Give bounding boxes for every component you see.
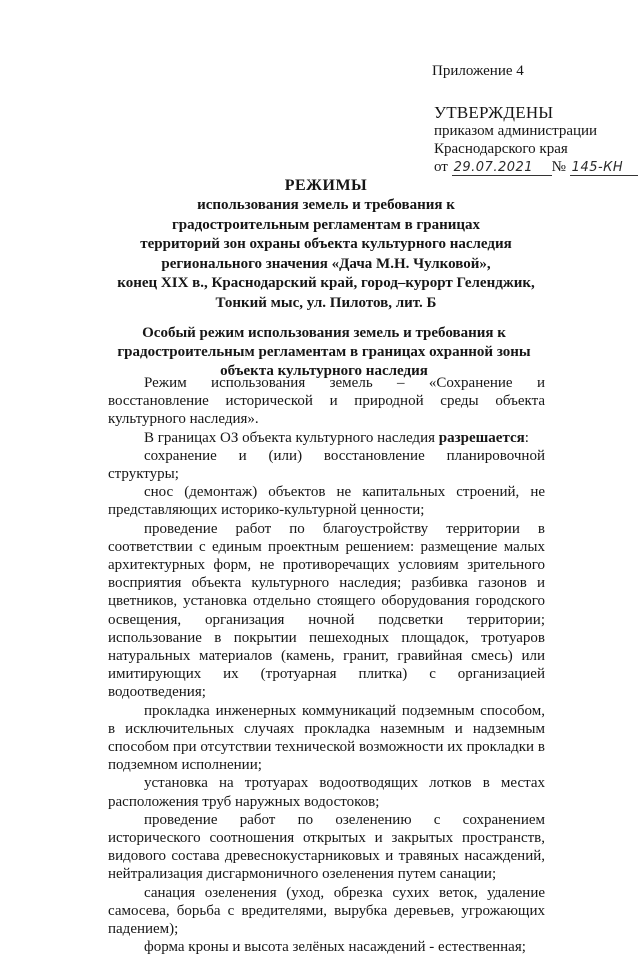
- heading-line-5: конец XIX в., Краснодарский край, город–курорт Геленджик,: [117, 275, 535, 291]
- document-heading: [90, 196, 562, 313]
- heading-line-6: Тонкий мыс, ул. Пилотов, лит. Б: [215, 294, 437, 311]
- order-number-sign: №: [551, 159, 566, 175]
- appendix-label: Приложение 4: [432, 63, 524, 79]
- approval-line-2: Краснодарского края: [434, 141, 568, 157]
- allowed-keyword: разрешается: [438, 429, 525, 446]
- paragraph-allowed: В границах ОЗ объекта культурного наследия разрешается:: [144, 429, 529, 446]
- list-item: снос (демонтаж) объектов не капитальных строений, не представляющих историко-культурной ценности;: [108, 484, 545, 519]
- list-item: санация озеленения (уход, обрезка сухих веток, удаление самосева, борьба с вредителями, вырубка деревьев, угрожающих падением);: [108, 884, 545, 938]
- list-item: сохранение и (или) восстановление планировочной структуры;: [108, 447, 545, 483]
- document-body: [108, 374, 545, 957]
- heading-line-3: территорий зон охраны объекта культурного наследия: [140, 236, 512, 252]
- paragraph-regime: Режим использования земель – «Сохранение и восстановление исторической и природной среды объекта культурного наследия».: [108, 375, 545, 428]
- document-title: РЕЖИМЫ: [284, 177, 368, 194]
- heading-line-1: использования земель и требования к: [197, 197, 455, 213]
- list-item: проведение работ по озеленению с сохранением исторического соотношения открытых и закрытых пространств, видового состава древеснокустарниковых и травяных насаждений, нейтрализация дисгармоничного озеленения путем санации;: [108, 811, 545, 883]
- order-date-handwritten: 29.07.2021: [452, 160, 552, 176]
- approval-line-1: приказом администрации: [434, 123, 598, 139]
- section-title: Особый режим использования земель и требования к градостроительным регламентам в границах охранной зоны объекта культурного наследия: [117, 325, 531, 379]
- list-item: установка на тротуарах водоотводящих лотков в местах расположения труб наружных водостоков;: [108, 775, 545, 810]
- order-date-number: [434, 159, 638, 176]
- heading-line-4: регионального значения «Дача М.Н. Чулковой»,: [161, 255, 491, 272]
- list-item: проведение работ по благоустройству территории в соответствии с единым проектным решением: размещение малых архитектурных форм, не противоречащих условиям зрительного восприятия объекта культурного наследия; разбивка газонов и цветников, установка отдельно стоящего оборудования городского освещения, организация ночной подсветки территории; использование в покрытии пешеходных площадок, тротуаров натуральных материалов (камень, гранит, гравийная смесь) или имитирующих их (тротуарная плитка) с организацией водоотведения;: [108, 520, 545, 701]
- list-item: форма кроны и высота зелёных насаждений - естественная;: [144, 939, 526, 956]
- list-item: прокладка инженерных коммуникаций подземным способом, в исключительных случаях прокладка наземным и надземным способом при отсутствии технической возможности их прокладки в подземном исполнении;: [108, 702, 545, 774]
- heading-line-2: градостроительным регламентам в границах: [171, 216, 481, 233]
- order-number-handwritten: 145-КН: [570, 160, 638, 176]
- order-from-label: от: [434, 159, 448, 175]
- approval-title: УТВЕРЖДЕНЫ: [434, 103, 554, 122]
